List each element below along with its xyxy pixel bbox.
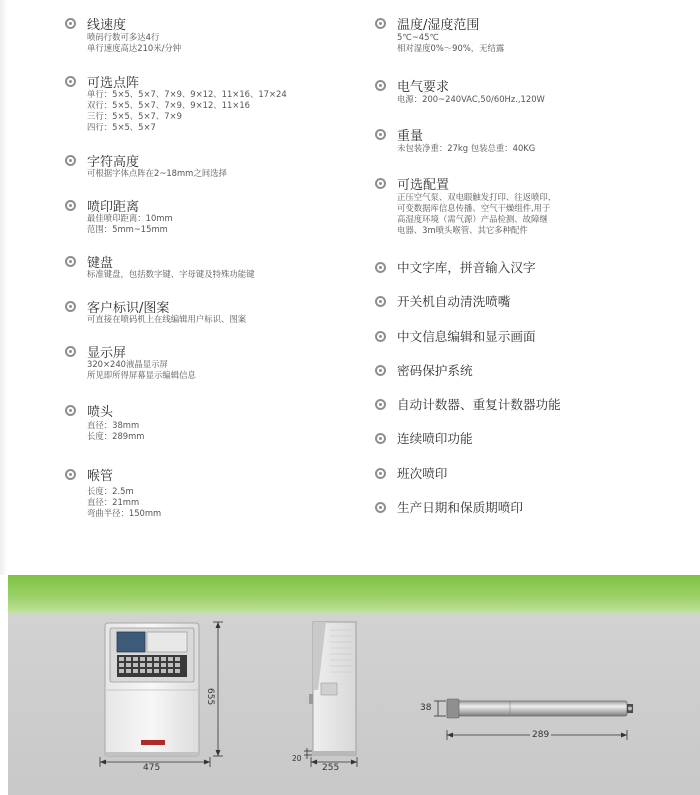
spec-line: 双行：5×5、5×7、7×9、9×12、11×16: [87, 100, 250, 110]
spec-line: 可变数据库信息传播、空气干燥组件,用于: [397, 203, 551, 213]
spec-title: 喉管: [87, 469, 114, 484]
side-foot-label: 20: [292, 754, 302, 763]
feature-item: 连续喷印功能: [397, 431, 473, 446]
spec-title: 可选点阵: [87, 76, 140, 91]
spec-title: 喷头: [87, 405, 114, 420]
spec-line: 电源：200~240VAC,50/60Hz.,120W: [397, 94, 545, 104]
spec-line: 长度：289mm: [87, 431, 145, 441]
spec-line: 长度：2.5m: [87, 486, 134, 496]
spec-line: 标准键盘，包括数字键、字母键及特殊功能键: [87, 269, 255, 279]
spec-line: 直径：21mm: [87, 497, 140, 507]
front-view-machine: [105, 623, 199, 756]
feature-item: 密码保护系统: [397, 363, 473, 378]
spec-line: 相对湿度0%～90%，无结露: [397, 43, 505, 53]
spec-line: 320×240液晶显示屏: [87, 359, 168, 369]
spec-line: 正压空气泵、双电眼触发打印、往返喷印、: [397, 192, 557, 202]
spec-title: 字符高度: [87, 155, 140, 170]
spec-line: 范围：5mm~15mm: [87, 224, 168, 234]
spec-line: 可根据字体点阵在2~18mm之间选择: [87, 168, 227, 178]
feature-item: 中文信息编辑和显示画面: [397, 329, 536, 344]
spec-title: 键盘: [87, 256, 114, 271]
spec-line: 高湿度环境（需气源）产品检测、故障继: [397, 214, 548, 224]
head-length-label: 289: [532, 730, 550, 740]
side-view-machine: [309, 622, 356, 755]
spec-line: 所见即所得屏幕显示编辑信息: [87, 370, 196, 380]
spec-title: 电气要求: [397, 80, 450, 95]
spec-title: 喷印距离: [87, 200, 140, 215]
spec-title: 客户标识/图案: [87, 301, 170, 316]
spec-line: 电器、3m喷头喉管、其它多种配件: [397, 225, 528, 235]
spec-title: 线速度: [87, 18, 127, 33]
feature-item: 中文字库，拼音输入汉字: [397, 260, 536, 275]
feature-item: 班次喷印: [397, 466, 448, 481]
spec-line: 单行速度高达210米/分钟: [87, 43, 182, 53]
spec-line: 5℃~45℃: [397, 32, 439, 42]
feature-item: 开关机自动清洗喷嘴: [397, 294, 511, 309]
spec-title: 可选配置: [397, 178, 450, 193]
print-head: [447, 699, 633, 718]
spec-line: 可直接在喷码机上在线编辑用户标识、图案: [87, 314, 247, 324]
spec-title: 温度/湿度范围: [397, 18, 480, 33]
head-diameter-label: 38: [420, 703, 432, 713]
spec-line: 未包装净重：27kg 包装总重：40KG: [397, 143, 536, 153]
spec-title: 显示屏: [87, 346, 127, 361]
front-height-label: 655: [205, 688, 215, 706]
spec-line: 三行：5×5、5×7、7×9: [87, 111, 182, 121]
spec-line: 四行：5×5、5×7: [87, 122, 156, 132]
side-depth-label: 255: [322, 763, 340, 773]
feature-item: 自动计数器、重复计数器功能: [397, 397, 561, 412]
spec-line: 直径：38mm: [87, 420, 140, 430]
spec-line: 喷码行数可多达4行: [87, 32, 160, 42]
spec-line: 最佳喷印距离：10mm: [87, 213, 173, 223]
front-width-label: 475: [143, 763, 161, 773]
spec-line: 单行：5×5、5×7、7×9、9×12、11×16、17×24: [87, 89, 287, 99]
feature-item: 生产日期和保质期喷印: [397, 500, 523, 515]
spec-line: 弯曲半径：150mm: [87, 508, 162, 518]
spec-title: 重量: [397, 129, 424, 144]
